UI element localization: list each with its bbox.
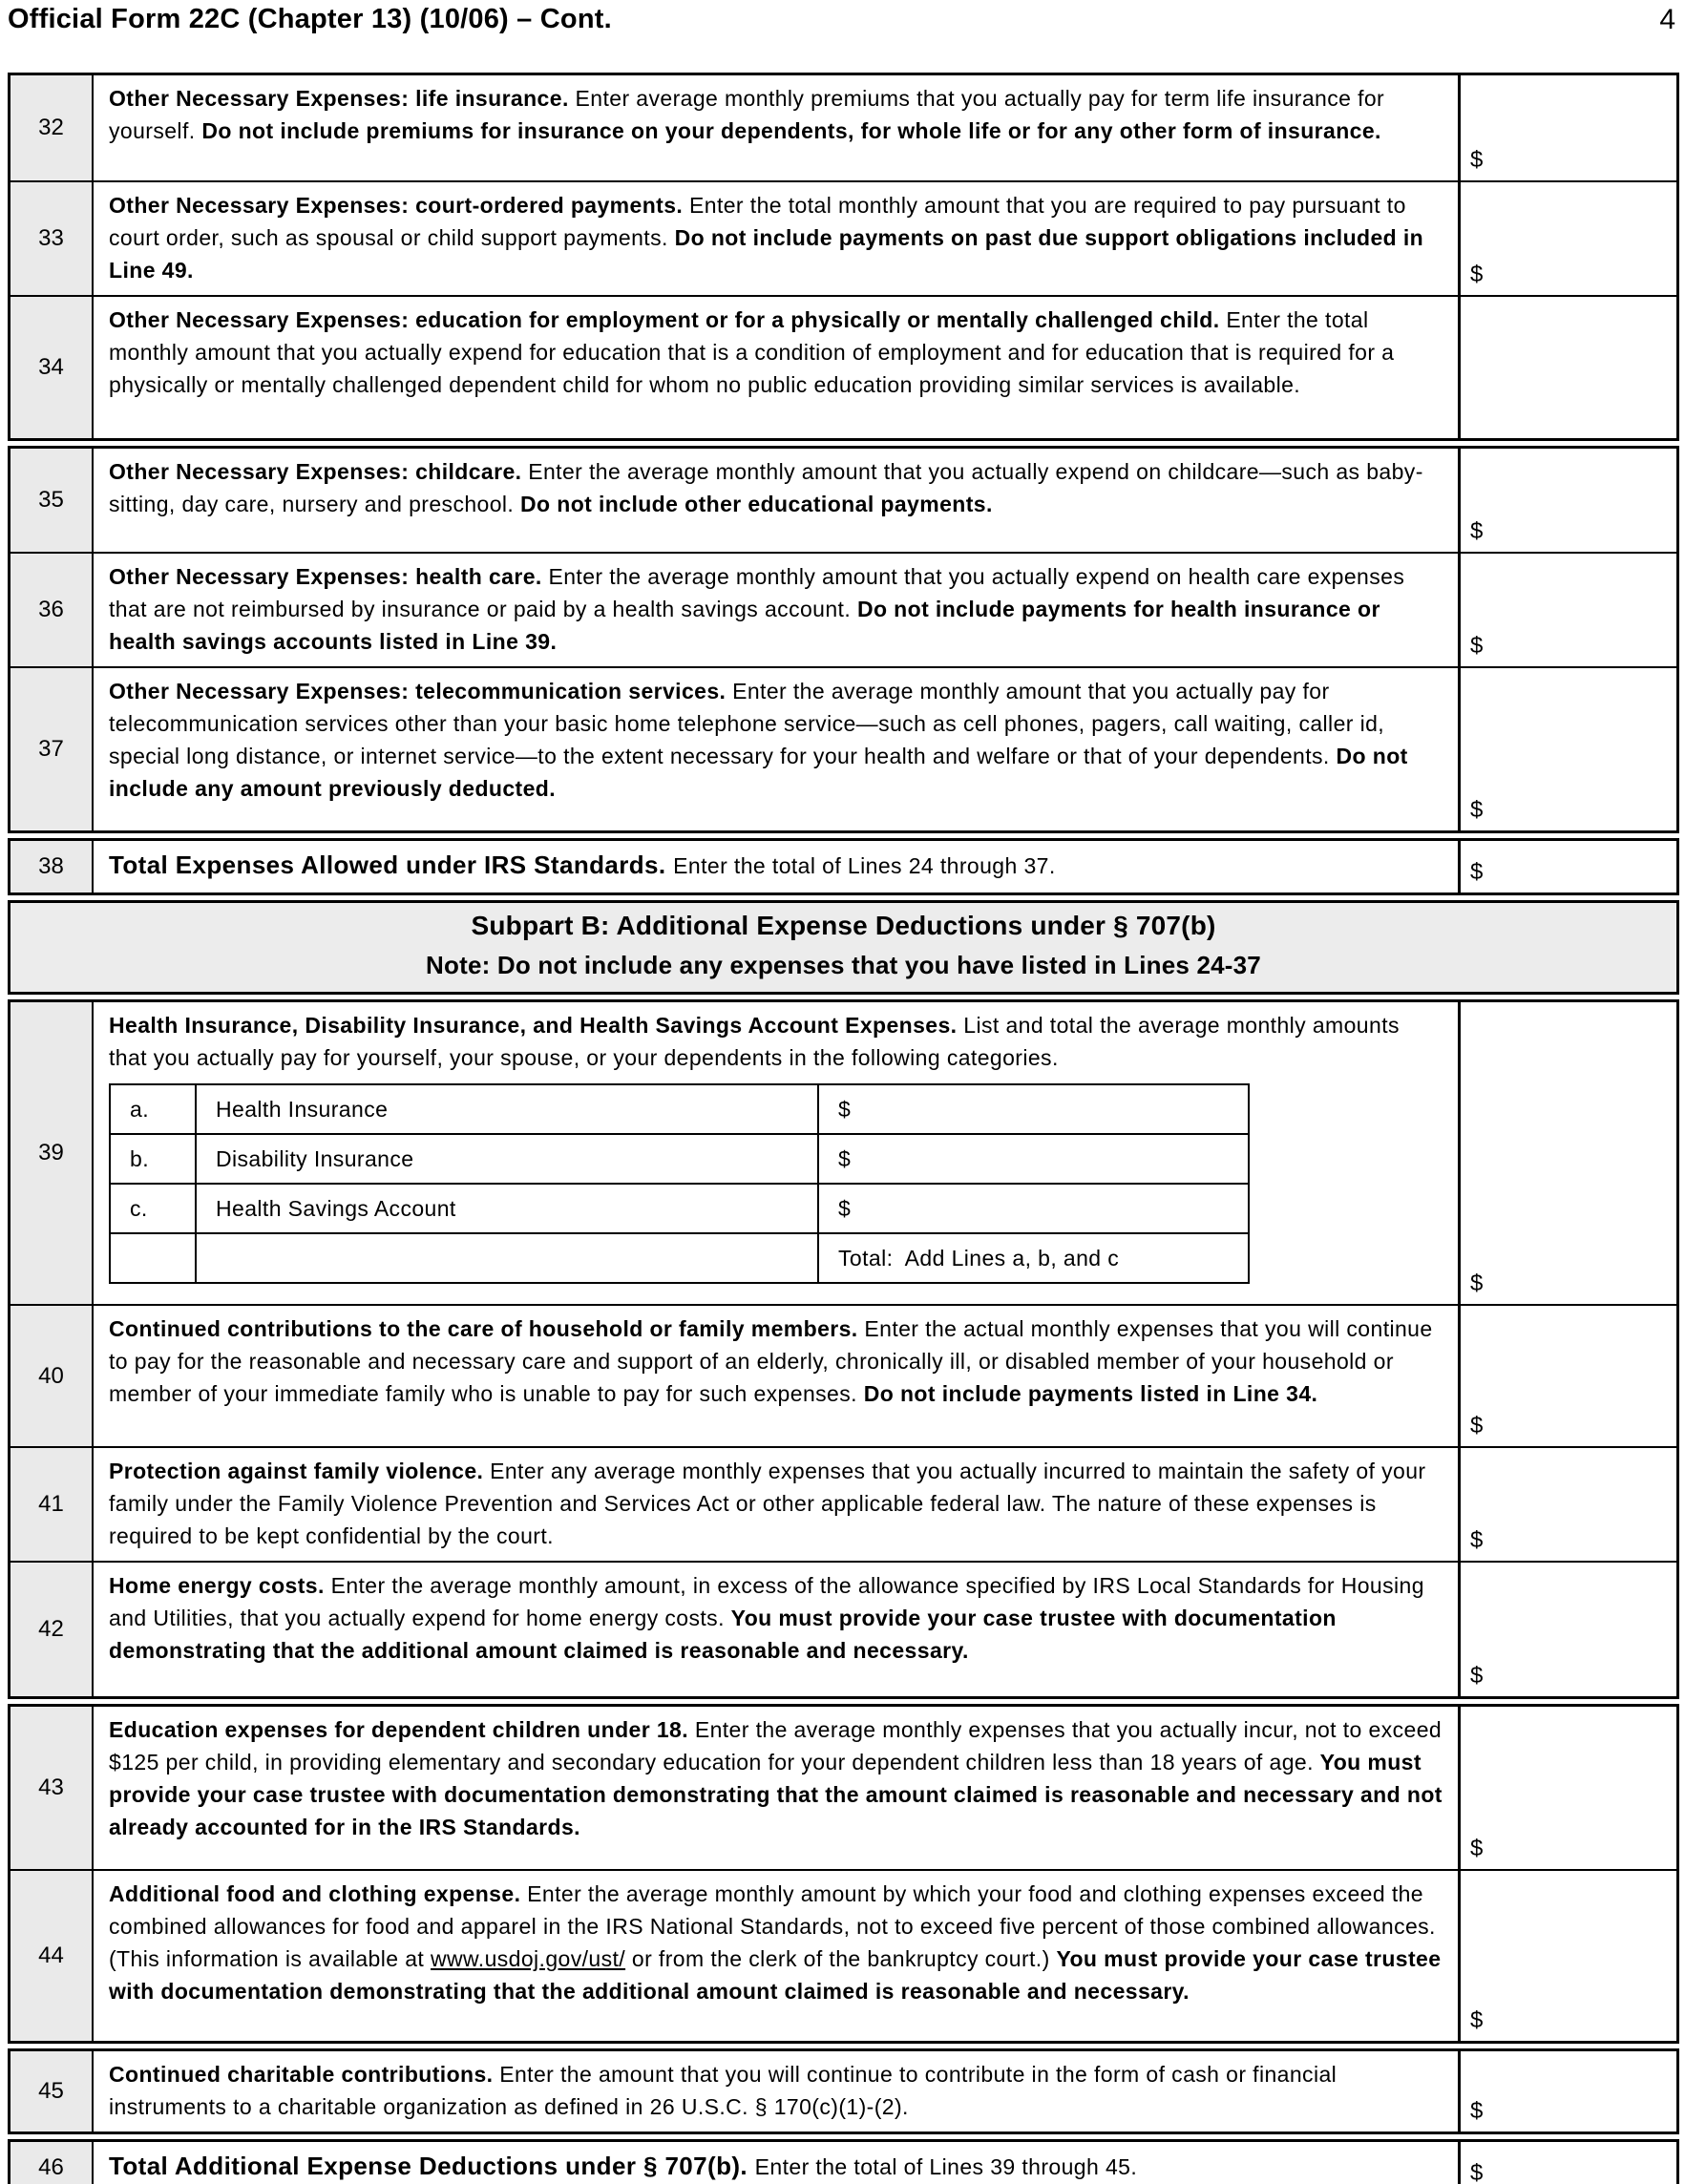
dollar-sign: $ xyxy=(1470,797,1484,823)
description-text: Do not include payments listed in Line 34. xyxy=(863,1381,1318,1406)
amount-field[interactable] xyxy=(1458,1563,1676,1696)
dollar-sign: $ xyxy=(1470,1527,1484,1553)
amount-field[interactable] xyxy=(1458,449,1676,552)
breakdown-amount-field[interactable]: $ xyxy=(818,1134,1249,1184)
form-row-43 xyxy=(11,1707,1676,1869)
line-number: 34 xyxy=(11,297,94,438)
row-description xyxy=(94,1448,1458,1561)
line-number: 36 xyxy=(11,554,94,666)
form-header xyxy=(8,4,1677,36)
breakdown-row-b xyxy=(110,1134,1249,1184)
amount-field[interactable] xyxy=(1458,1707,1676,1869)
description-text: You must provide your case trustee with documentation demonstrating that the amount claimed is reasonable and necessary and not already accounted for in the IRS Standards. xyxy=(109,1750,1443,1839)
row-description xyxy=(94,2142,1458,2184)
description-text: Other Necessary Expenses: court-ordered payments. xyxy=(109,193,690,218)
description-text: Enter the average monthly amount by which your food and clothing expenses exceed the combined allowances for food and apparel in the IRS National Standards, not to exceed five percent of those combined allowances. (This information is available at xyxy=(109,1881,1436,1971)
dollar-sign: $ xyxy=(1470,2098,1484,2124)
amount-field[interactable] xyxy=(1458,841,1676,892)
dollar-sign: $ xyxy=(1470,2007,1484,2033)
row-description xyxy=(94,1707,1458,1869)
description-text: Other Necessary Expenses: health care. xyxy=(109,564,549,589)
row-description xyxy=(94,75,1458,180)
form-row-34 xyxy=(11,295,1676,438)
row-description xyxy=(94,449,1458,552)
row-description xyxy=(94,668,1458,830)
line-number: 40 xyxy=(11,1306,94,1446)
breakdown-letter-cell xyxy=(110,1233,196,1283)
amount-field[interactable] xyxy=(1458,1448,1676,1561)
row-description xyxy=(94,841,1458,892)
description-text: Enter the total monthly amount that you actually expend for education that is a condition of employment and for education that is required for a physically or mentally challenged dependent child for whom no public education providing similar services is available. xyxy=(109,307,1395,397)
row-description xyxy=(94,1871,1458,2041)
form-section xyxy=(8,838,1679,895)
form-section xyxy=(8,2048,1679,2134)
description-text: or from the clerk of the bankruptcy court.) xyxy=(625,1946,1057,1971)
amount-field[interactable] xyxy=(1458,1002,1676,1304)
insurance-breakdown-table xyxy=(109,1083,1250,1284)
line-number: 39 xyxy=(11,1002,94,1304)
breakdown-label-cell: Health Savings Account xyxy=(196,1184,818,1233)
dollar-sign: $ xyxy=(1470,2160,1484,2184)
description-text: Enter the total of Lines 24 through 37. xyxy=(673,853,1056,878)
description-text: Do not include payments for health insurance or health savings accounts listed in Line 39. xyxy=(109,597,1380,654)
description-text: Enter the total monthly amount that you are required to pay pursuant to court order, such as spousal or child support payments. xyxy=(109,193,1406,250)
form-row-33 xyxy=(11,180,1676,295)
amount-field[interactable] xyxy=(1458,2051,1676,2132)
line-number: 38 xyxy=(11,841,94,892)
amount-field[interactable] xyxy=(1458,668,1676,830)
row-description xyxy=(94,2051,1458,2132)
dollar-sign: $ xyxy=(1470,1413,1484,1438)
description-text: Education expenses for dependent children under 18. xyxy=(109,1717,695,1742)
dollar-sign: $ xyxy=(1470,262,1484,287)
form-table xyxy=(8,73,1679,2184)
form-row-32 xyxy=(11,75,1676,180)
usdoj-link[interactable]: www.usdoj.gov/ust/ xyxy=(431,1946,626,1971)
amount-field xyxy=(1458,297,1676,438)
description-text: Enter the amount that you will continue to contribute in the form of cash or financial instruments to a charitable organization as defined in 26 U.S.C. § 170(c)(1)-(2). xyxy=(109,2062,1337,2119)
form-row-40 xyxy=(11,1304,1676,1446)
breakdown-amount-field[interactable]: $ xyxy=(818,1084,1249,1134)
amount-field[interactable] xyxy=(1458,75,1676,180)
description-text: Enter average monthly premiums that you actually pay for term life insurance for yourself. xyxy=(109,86,1385,143)
line-number: 32 xyxy=(11,75,94,180)
dollar-sign: $ xyxy=(1470,147,1484,173)
row-description xyxy=(94,1002,1458,1304)
amount-field[interactable] xyxy=(1458,182,1676,295)
line-number: 41 xyxy=(11,1448,94,1561)
subpart-note: Note: Do not include any expenses that you have listed in Lines 24-37 xyxy=(426,951,1261,979)
description-text: Enter any average monthly expenses that you actually incurred to maintain the safety of your family under the Family Violence Prevention and Services Act or other applicable federal law. The nature of these expenses is required to be kept confidential by the court. xyxy=(109,1459,1426,1548)
form-section xyxy=(8,900,1679,995)
breakdown-row-total xyxy=(110,1233,1249,1283)
form-section xyxy=(8,73,1679,441)
description-text: Enter the average monthly amount that you actually expend on childcare—such as baby-sitting, day care, nursery and preschool. xyxy=(109,459,1423,516)
row-description xyxy=(94,554,1458,666)
description-text: Home energy costs. xyxy=(109,1573,331,1598)
line-number: 46 xyxy=(11,2142,94,2184)
dollar-sign: $ xyxy=(1470,1663,1484,1689)
row-description xyxy=(94,1563,1458,1696)
description-text: Enter the average monthly amount that you actually expend on health care expenses that are not reimbursed by insurance or paid by a health savings account. xyxy=(109,564,1405,621)
row-description xyxy=(94,182,1458,295)
description-text: Total Additional Expense Deductions under § 707(b). xyxy=(109,2152,755,2180)
breakdown-letter-cell: c. xyxy=(110,1184,196,1233)
breakdown-row-a xyxy=(110,1084,1249,1134)
page-number: 4 xyxy=(1659,4,1675,35)
description-text: Enter the total of Lines 39 through 45. xyxy=(754,2154,1138,2179)
line-number: 35 xyxy=(11,449,94,552)
description-text: Continued charitable contributions. xyxy=(109,2062,500,2087)
breakdown-row-c xyxy=(110,1184,1249,1233)
amount-field[interactable] xyxy=(1458,1871,1676,2041)
description-text: Protection against family violence. xyxy=(109,1459,491,1483)
description-text: List and total the average monthly amounts that you actually pay for yourself, your spouse, or your dependents in the following categories. xyxy=(109,1013,1400,1070)
row-description xyxy=(94,297,1458,438)
description-text: Do not include payments on past due support obligations included in Line 49. xyxy=(109,225,1424,283)
form-row-35 xyxy=(11,449,1676,552)
description-text: Other Necessary Expenses: life insurance. xyxy=(109,86,576,111)
description-text: Do not include other educational payments. xyxy=(520,492,993,516)
row-description xyxy=(94,1306,1458,1446)
form-section xyxy=(8,446,1679,833)
breakdown-letter-cell: a. xyxy=(110,1084,196,1134)
description-text: Total Expenses Allowed under IRS Standards. xyxy=(109,850,674,879)
form-row-44 xyxy=(11,1869,1676,2041)
dollar-sign: $ xyxy=(1470,633,1484,659)
form-section xyxy=(8,999,1679,1699)
dollar-sign: $ xyxy=(1470,1270,1484,1296)
dollar-sign: $ xyxy=(1470,518,1484,544)
amount-field[interactable] xyxy=(1458,554,1676,666)
amount-field[interactable] xyxy=(1458,2142,1676,2184)
description-text: Other Necessary Expenses: telecommunication services. xyxy=(109,679,733,704)
description-text: Continued contributions to the care of household or family members. xyxy=(109,1316,865,1341)
breakdown-letter-cell: b. xyxy=(110,1134,196,1184)
description-text: Enter the actual monthly expenses that you will continue to pay for the reasonable and necessary care and support of an elderly, chronically ill, or disabled member of your household or member of your immediate family who is unable to pay for such expenses. xyxy=(109,1316,1433,1406)
form-row-46 xyxy=(11,2142,1676,2184)
form-row-42 xyxy=(11,1561,1676,1696)
form-section xyxy=(8,2139,1679,2184)
breakdown-total-label: Total: Add Lines a, b, and c xyxy=(818,1233,1249,1283)
form-row-41 xyxy=(11,1446,1676,1561)
form-row-45 xyxy=(11,2051,1676,2132)
description-text: Additional food and clothing expense. xyxy=(109,1881,528,1906)
description-text: You must provide your case trustee with documentation demonstrating that the additional amount claimed is reasonable and necessary. xyxy=(109,1946,1442,2004)
breakdown-label-cell: Disability Insurance xyxy=(196,1134,818,1184)
form-row-37 xyxy=(11,666,1676,830)
subpart-b-header xyxy=(11,903,1676,992)
line-number: 44 xyxy=(11,1871,94,2041)
form-section xyxy=(8,1704,1679,2044)
form-row-38 xyxy=(11,841,1676,892)
line-number: 37 xyxy=(11,668,94,830)
dollar-sign: $ xyxy=(1470,1836,1484,1861)
description-text: Health Insurance, Disability Insurance, and Health Savings Account Expenses. xyxy=(109,1013,964,1038)
breakdown-label-cell: Health Insurance xyxy=(196,1084,818,1134)
form-row-36 xyxy=(11,552,1676,666)
line-number: 45 xyxy=(11,2051,94,2132)
dollar-sign: $ xyxy=(1470,859,1484,885)
line-number: 42 xyxy=(11,1563,94,1696)
description-text: Other Necessary Expenses: education for employment or for a physically or mentally challenged child. xyxy=(109,307,1227,332)
description-text: Enter the average monthly expenses that you actually incur, not to exceed $125 per child, in providing elementary and secondary education for your dependent children less than 18 years of age. xyxy=(109,1717,1443,1774)
description-text: You must provide your case trustee with documentation demonstrating that the additional amount claimed is reasonable and necessary. xyxy=(109,1606,1337,1663)
breakdown-amount-field[interactable]: $ xyxy=(818,1184,1249,1233)
description-text: Do not include any amount previously deducted. xyxy=(109,744,1408,801)
description-text: Do not include premiums for insurance on your dependents, for whole life or for any other form of insurance. xyxy=(201,118,1381,143)
description-text: Enter the average monthly amount, in excess of the allowance specified by IRS Local Standards for Housing and Utilities, that you actually expend for home energy costs. xyxy=(109,1573,1424,1630)
form-title: Official Form 22C (Chapter 13) (10/06) – Cont. xyxy=(8,4,612,34)
line-number: 43 xyxy=(11,1707,94,1869)
description-text: Other Necessary Expenses: childcare. xyxy=(109,459,529,484)
amount-field[interactable] xyxy=(1458,1306,1676,1446)
form-row-39 xyxy=(11,1002,1676,1304)
breakdown-label-cell xyxy=(196,1233,818,1283)
line-number: 33 xyxy=(11,182,94,295)
subpart-title: Subpart B: Additional Expense Deductions under § 707(b) xyxy=(471,911,1216,940)
description-text: Enter the average monthly amount that you actually pay for telecommunication services other than your basic home telephone service—such as cell phones, pagers, call waiting, caller id, special long distance, or internet service—to the extent necessary for your health and welfare or that of your dependents. xyxy=(109,679,1385,768)
